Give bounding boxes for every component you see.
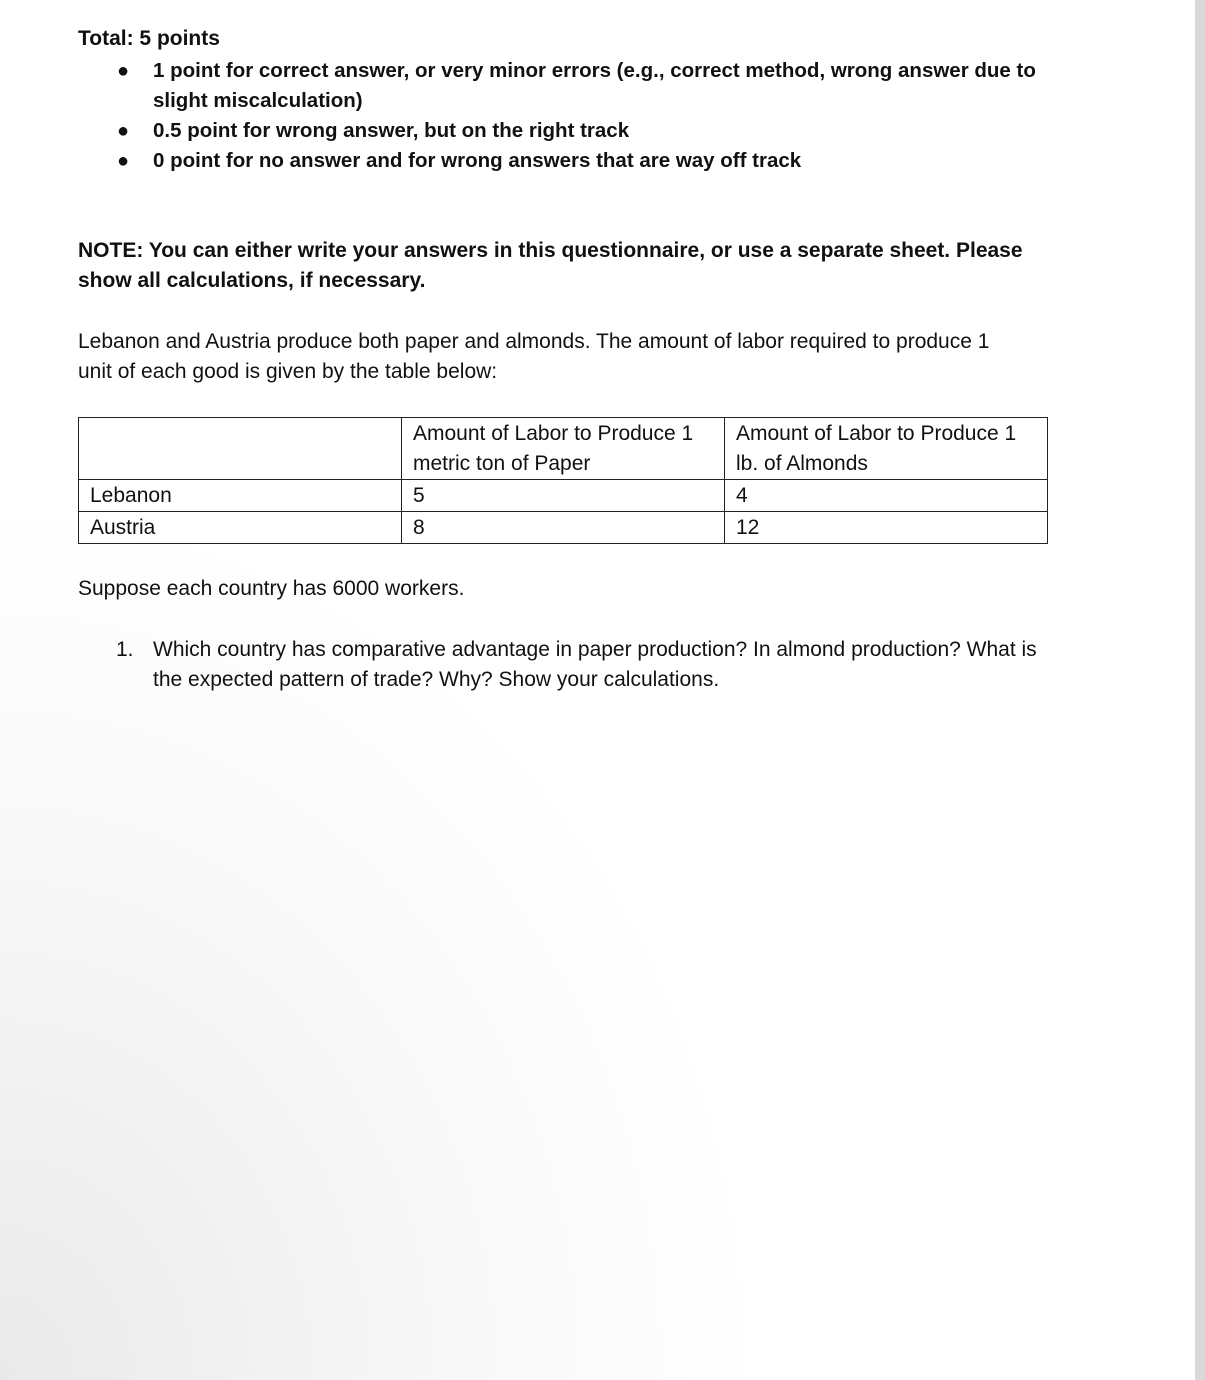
question-item — [78, 635, 1058, 695]
table-cell-country: Lebanon — [79, 480, 402, 512]
question-list — [78, 635, 1058, 695]
bullet-icon: ● — [117, 60, 130, 82]
rubric-item — [78, 116, 1058, 146]
rubric-item — [78, 56, 1058, 116]
bullet-icon: ● — [117, 120, 130, 142]
table-header-row — [79, 418, 1048, 480]
table-cell-country: Austria — [79, 512, 402, 544]
intro-paragraph: Lebanon and Austria produce both paper and almonds. The amount of labor required to produce 1 unit of each good is given by the table below: — [78, 330, 990, 383]
table-cell-almonds: 4 — [725, 480, 1048, 512]
table-cell-paper: 5 — [402, 480, 725, 512]
table-row — [79, 512, 1048, 544]
page-edge — [1195, 0, 1205, 1380]
table-cell-paper: 8 — [402, 512, 725, 544]
table-header-cell: Amount of Labor to Produce 1 metric ton of Paper — [402, 418, 725, 480]
suppose-paragraph: Suppose each country has 6000 workers. — [78, 577, 465, 600]
question-text: Which country has comparative advantage in paper production? In almond production? What is the expected pattern of trade? Why? Show your calculations. — [153, 638, 1037, 691]
bullet-icon: ● — [117, 150, 130, 172]
table-cell-almonds: 12 — [725, 512, 1048, 544]
question-number: 1. — [116, 638, 134, 661]
rubric-item-text: 1 point for correct answer, or very minor errors (e.g., correct method, wrong answer due to slight miscalculation) — [153, 59, 1036, 112]
rubric-item — [78, 146, 1058, 176]
table-header-cell — [79, 418, 402, 480]
table-header-cell: Amount of Labor to Produce 1 lb. of Almonds — [725, 418, 1048, 480]
rubric-item-text: 0 point for no answer and for wrong answers that are way off track — [153, 149, 802, 172]
total-points-heading: Total: 5 points — [78, 27, 220, 50]
table-row — [79, 480, 1048, 512]
note-paragraph: NOTE: You can either write your answers in this questionnaire, or use a separate sheet. Please show all calculations, if necessary. — [78, 239, 1023, 292]
document-content — [78, 24, 1058, 691]
rubric-list — [78, 56, 1058, 176]
rubric-item-text: 0.5 point for wrong answer, but on the right track — [153, 119, 630, 142]
labor-table — [78, 417, 1048, 544]
